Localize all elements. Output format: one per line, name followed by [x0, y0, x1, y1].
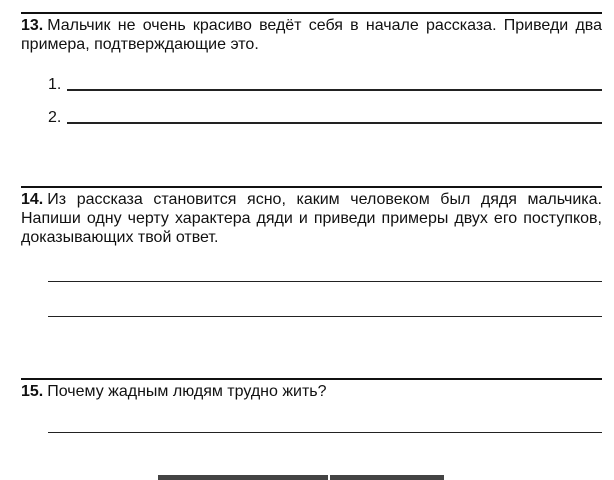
q14-top-rule — [21, 186, 602, 188]
q13-top-rule — [21, 12, 602, 14]
q13-answer-2-line[interactable] — [67, 122, 602, 124]
bottom-bar-left — [158, 475, 328, 480]
q15-top-rule — [21, 378, 602, 380]
q13-text — [21, 16, 602, 54]
q14-body: Из рассказа становится ясно, каким человеком был дядя мальчика. Напиши одну черту характера дяди и приведи примеры двух его поступков, доказывающих твой ответ. — [21, 191, 602, 246]
q15-text — [21, 382, 602, 401]
q13-number: 13. — [21, 17, 44, 34]
q13-answer-1-label: 1. — [48, 76, 62, 93]
q14-text — [21, 190, 602, 247]
q13-answer-1-line[interactable] — [67, 89, 602, 91]
q15-body: Почему жадным людям трудно жить? — [47, 383, 327, 400]
q15-answer-line[interactable] — [48, 432, 602, 433]
q15-number: 15. — [21, 383, 44, 400]
q13-body: Мальчик не очень красиво ведёт себя в начале рассказа. Приведи два примера, подтверждающие это. — [21, 17, 602, 53]
q13-answer-2-label: 2. — [48, 109, 62, 126]
q14-number: 14. — [21, 191, 44, 208]
bottom-bar-right — [330, 475, 444, 480]
q14-answer-line-2[interactable] — [48, 316, 602, 317]
q14-answer-line-1[interactable] — [48, 281, 602, 282]
